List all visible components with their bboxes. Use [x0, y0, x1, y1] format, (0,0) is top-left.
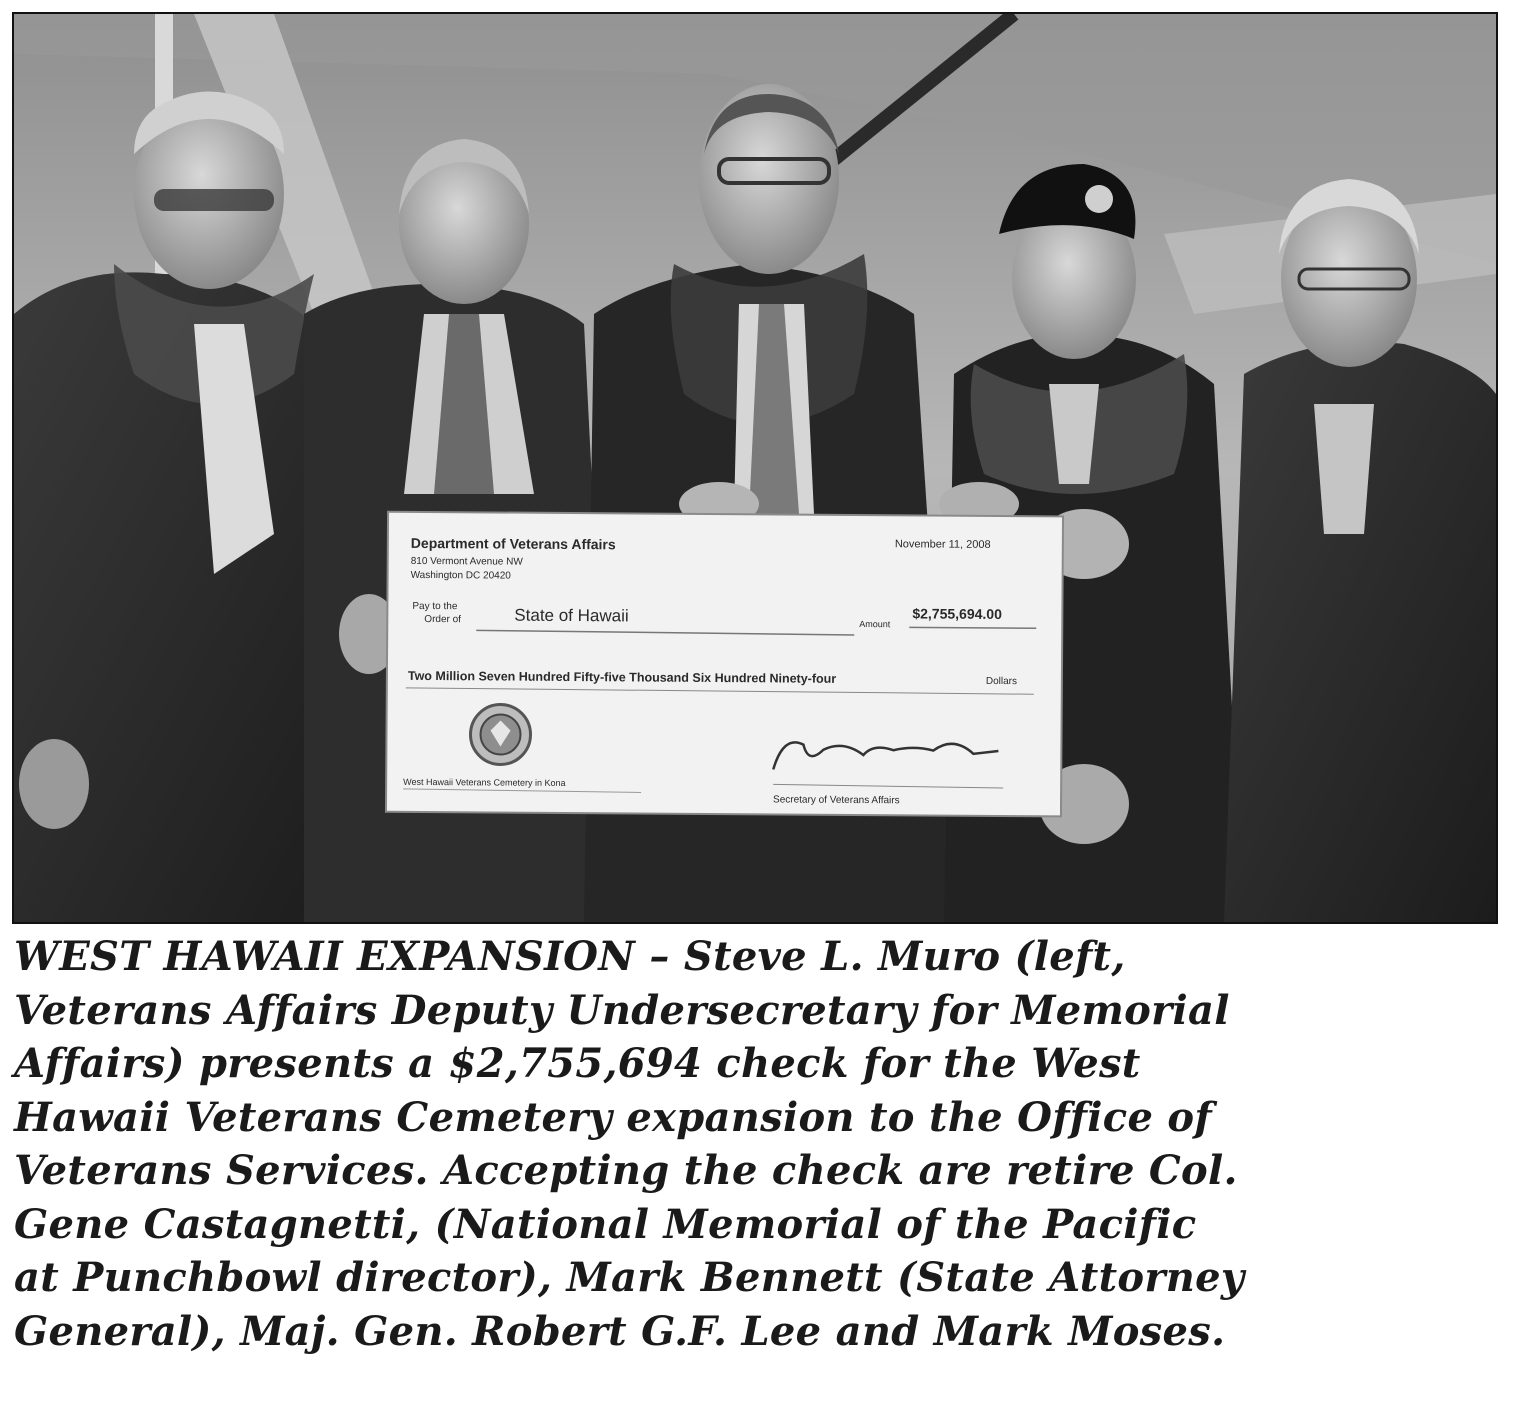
caption-line: General), Maj. Gen. Robert G.F. Lee and Mark Moses.	[14, 1307, 1226, 1355]
caption-line: WEST HAWAII EXPANSION – Steve L. Muro (left,	[14, 933, 1126, 980]
ceremonial-check	[386, 512, 1063, 817]
caption-line: Gene Castagnetti, (National Memorial of the Pacific	[14, 1200, 1197, 1248]
caption-line: Veterans Affairs Deputy Undersecretary for Memorial	[14, 986, 1230, 1034]
photo-scene	[14, 14, 1496, 922]
va-seal-icon	[470, 704, 530, 764]
check-pay-to-label-1: Pay to the	[412, 600, 458, 613]
check-pay-to-label-2: Order of	[424, 613, 462, 626]
caption-line: Affairs) presents a $2,755,694 check for the West	[14, 1040, 1141, 1087]
check-payer-address-2: Washington DC 20420	[410, 569, 511, 582]
news-photo	[12, 12, 1498, 924]
check-memo: West Hawaii Veterans Cemetery in Kona	[403, 776, 566, 788]
check-amount-in-words: Two Million Seven Hundred Fifty-five Thousand Six Hundred Ninety-four	[407, 668, 837, 686]
check-payer-name: Department of Veterans Affairs	[410, 534, 616, 553]
check-signature-title: Secretary of Veterans Affairs	[773, 794, 900, 807]
check-amount-label: Amount	[859, 619, 891, 630]
check-date: November 11, 2008	[894, 538, 991, 551]
caption-line: Veterans Services. Accepting the check are retire Col.	[14, 1147, 1238, 1194]
check-payee: State of Hawaii	[514, 605, 629, 626]
photo-caption	[14, 930, 1504, 1358]
check-payer-address-1: 810 Vermont Avenue NW	[410, 555, 523, 568]
caption-line: Hawaii Veterans Cemetery expansion to the Office of	[14, 1093, 1212, 1141]
check-amount: $2,755,694.00	[912, 605, 1002, 623]
check-dollars-label: Dollars	[985, 675, 1018, 688]
caption-line: at Punchbowl director), Mark Bennett (State Attorney	[14, 1254, 1245, 1301]
